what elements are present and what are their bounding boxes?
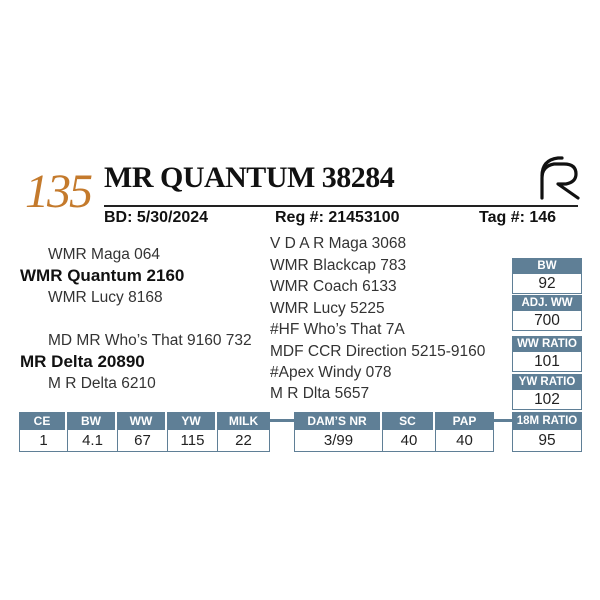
epd-header: YW <box>167 412 217 430</box>
stat-label: BW <box>512 258 582 274</box>
epd-header: CE <box>19 412 67 430</box>
stat-value: 700 <box>512 311 582 331</box>
divider-bar <box>494 419 512 422</box>
stat-value: 102 <box>512 390 582 410</box>
gen3-ancestor: V D A R Maga 3068 <box>270 235 407 252</box>
dam-sire: MD MR Who’s That 9160 732 <box>48 332 252 349</box>
gen3-ancestor: MDF CCR Direction 5215-9160 <box>270 343 486 360</box>
gen3-ancestor: #HF Who’s That 7A <box>270 321 405 338</box>
registration-number: Reg #: 21453100 <box>275 209 400 226</box>
sire: WMR Quantum 2160 <box>20 266 185 285</box>
r-brand-icon <box>538 156 584 200</box>
dam: MR Delta 20890 <box>20 352 145 371</box>
gen3-ancestor: WMR Blackcap 783 <box>270 257 407 274</box>
stat-18m-ratio <box>512 412 582 452</box>
epd-value: 1 <box>20 430 68 451</box>
epd-table-growth <box>19 412 270 452</box>
stat-label: 18M RATIO <box>512 412 582 430</box>
epd-header: BW <box>67 412 117 430</box>
epd-header: MILK <box>228 414 259 428</box>
animal-name: MR QUANTUM 38284 <box>104 161 395 194</box>
epd-header: PAP <box>452 414 477 428</box>
stat-bw <box>512 258 582 294</box>
stat-value: 92 <box>512 274 582 294</box>
sire-dam: WMR Lucy 8168 <box>48 289 163 306</box>
divider-bar <box>270 419 294 422</box>
epd-table-maternal <box>294 412 494 452</box>
epd-value: 4.1 <box>68 430 118 451</box>
stat-adj-ww <box>512 295 582 331</box>
gen3-ancestor: #Apex Windy 078 <box>270 364 392 381</box>
gen3-ancestor: M R Dlta 5657 <box>270 385 370 402</box>
epd-value: 67 <box>118 430 168 451</box>
epd-header: SC <box>382 412 435 430</box>
dam-dam: M R Delta 6210 <box>48 375 156 392</box>
title-divider <box>104 205 578 207</box>
epd-value: 3/99 <box>295 430 383 451</box>
gen3-ancestor: WMR Lucy 5225 <box>270 300 385 317</box>
stat-label: YW RATIO <box>512 374 582 390</box>
epd-header: WW <box>117 412 167 430</box>
stat-label: ADJ. WW <box>512 295 582 311</box>
epd-value: 40 <box>383 430 436 451</box>
gen3-ancestor: WMR Coach 6133 <box>270 278 397 295</box>
stat-ww-ratio <box>512 336 582 372</box>
epd-value: 115 <box>168 430 218 451</box>
stat-value: 101 <box>512 352 582 372</box>
stat-yw-ratio <box>512 374 582 410</box>
stat-label: WW RATIO <box>512 336 582 352</box>
epd-value: 22 <box>235 432 252 449</box>
sire-sire: WMR Maga 064 <box>48 246 160 263</box>
lot-number: 135 <box>25 165 91 218</box>
epd-header: DAM’S NR <box>294 412 382 430</box>
epd-value: 40 <box>456 432 473 449</box>
birth-date: BD: 5/30/2024 <box>104 209 209 226</box>
stat-value: 95 <box>512 430 582 452</box>
tag-number: Tag #: 146 <box>479 209 557 226</box>
